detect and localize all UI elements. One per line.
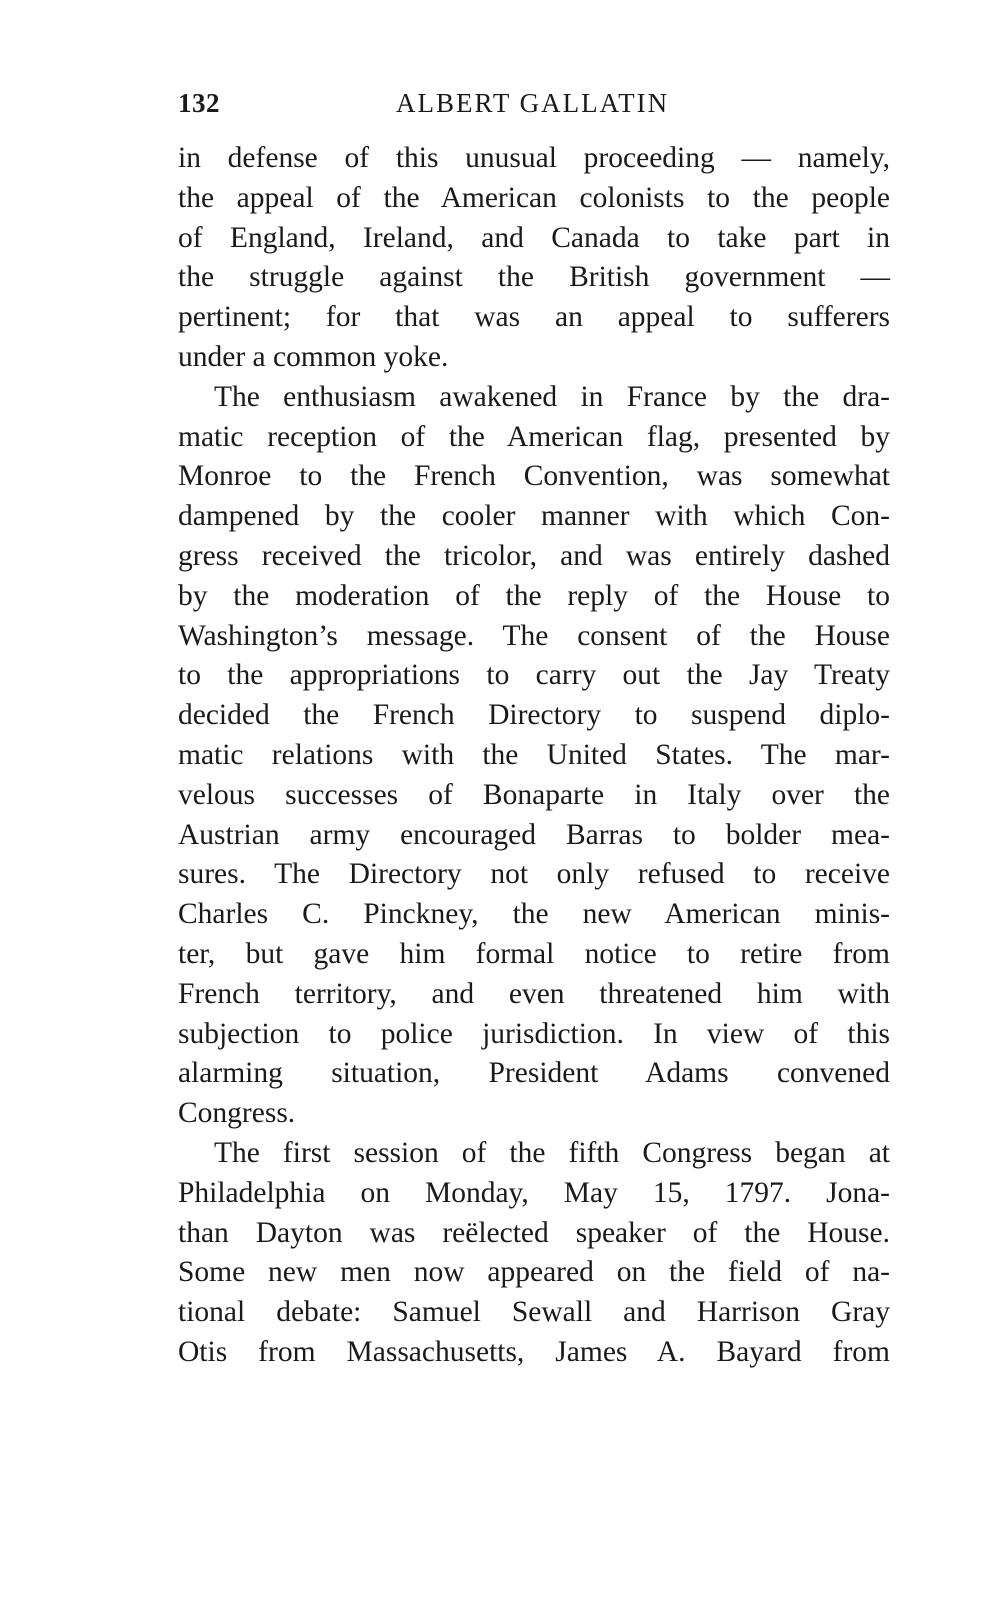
text-line: than Dayton was reëlected speaker of the House. (178, 1216, 890, 1249)
text-line: Monroe to the French Convention, was somewhat (178, 460, 890, 493)
text-line: the struggle against the British government — (178, 261, 890, 294)
text-line: Otis from Massachusetts, James A. Bayard from (178, 1335, 890, 1368)
text-line: sures. The Directory not only refused to receive (178, 858, 890, 891)
text-line: velous successes of Bonaparte in Italy over the (178, 778, 890, 811)
text-line: of England, Ireland, and Canada to take part in (178, 221, 890, 254)
text-line: Congress. (178, 1097, 296, 1130)
text-line: pertinent; for that was an appeal to sufferers (178, 301, 890, 334)
page-number: 132 (178, 88, 220, 118)
text-line: alarming situation, President Adams convened (178, 1057, 890, 1090)
running-title: ALBERT GALLATIN (396, 88, 670, 118)
text-line: Some new men now appeared on the field of na- (178, 1256, 890, 1289)
text-line: French territory, and even threatened him with (178, 977, 890, 1010)
text-line: the appeal of the American colonists to the people (178, 181, 890, 214)
text-line: Washington’s message. The consent of the House (178, 619, 890, 652)
text-line: dampened by the cooler manner with which Con- (178, 500, 890, 533)
text-line: subjection to police jurisdiction. In view of this (178, 1017, 890, 1050)
text-line: by the moderation of the reply of the House to (178, 579, 890, 612)
text-line: ter, but gave him formal notice to retire from (178, 937, 890, 970)
text-line: in defense of this unusual proceeding — namely, (178, 142, 890, 174)
body-text (178, 139, 890, 1373)
paragraph-2 (178, 378, 890, 1134)
text-line: matic reception of the American flag, presented by (178, 420, 890, 453)
text-line: matic relations with the United States. The mar- (178, 738, 890, 771)
text-line: The enthusiasm awakened in France by the dra- (214, 380, 890, 413)
text-line: tional debate: Samuel Sewall and Harrison Gray (178, 1296, 890, 1329)
text-line: to the appropriations to carry out the Jay Treaty (178, 659, 890, 692)
paragraph-3 (178, 1134, 890, 1373)
text-line: Charles C. Pinckney, the new American minis- (178, 898, 890, 931)
running-head (178, 86, 890, 120)
text-line: gress received the tricolor, and was entirely dashed (178, 539, 890, 572)
text-line: Philadelphia on Monday, May 15, 1797. Jona- (178, 1176, 890, 1209)
text-line: The first session of the fifth Congress began at (214, 1136, 890, 1169)
text-line: decided the French Directory to suspend diplo- (178, 699, 890, 732)
text-line: under a common yoke. (178, 340, 449, 373)
text-line: Austrian army encouraged Barras to bolder mea- (178, 818, 890, 851)
paragraph-1 (178, 139, 890, 378)
